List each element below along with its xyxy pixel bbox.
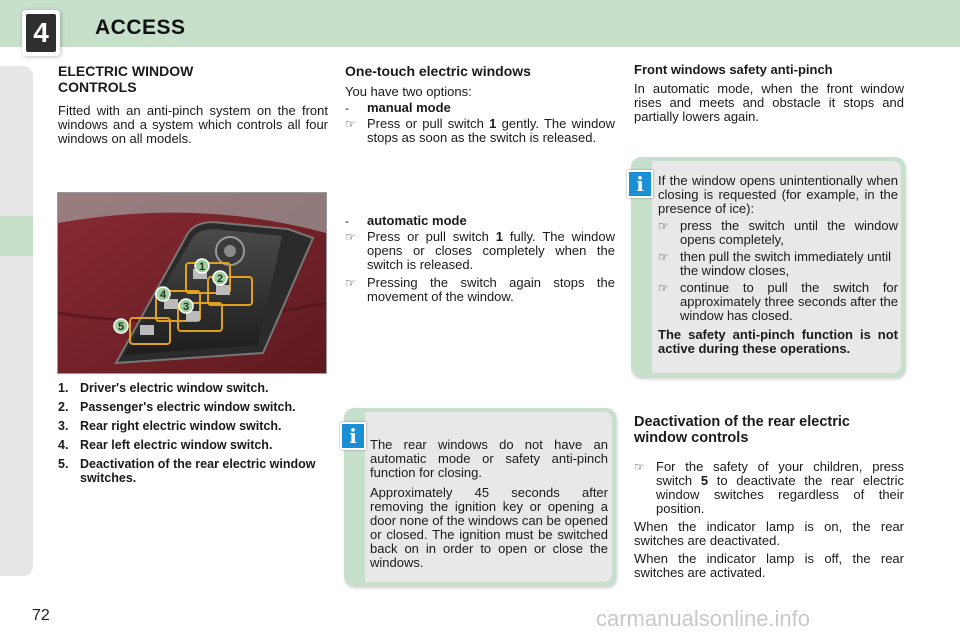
manual-mode-step: ☞ Press or pull switch 1 gently. The window stops as soon as the switch is released. — [345, 116, 615, 145]
ice-step-1: ☞ press the switch until the window opens completely, — [658, 218, 898, 247]
legend-item: 1. Driver's electric window switch. — [58, 381, 269, 395]
options-intro: You have two options: — [345, 84, 472, 99]
section-title-deactivation: Deactivation of the rear electric window controls — [634, 414, 850, 446]
anti-pinch-warning: The safety anti-pinch function is not active during these operations. — [658, 327, 898, 356]
anti-pinch-text: In automatic mode, when the front window rises and meets and obstacle it stops and partially lowers again. — [634, 81, 904, 124]
automatic-mode-heading: - automatic mode — [345, 213, 467, 228]
legend-item: 3. Rear right electric window switch. — [58, 419, 282, 433]
info-icon: i — [627, 170, 653, 198]
rear-windows-info-text: The rear windows do not have an automatic mode or safety anti-pinch function for closing. Approximately 45 seconds after removing the ignition key or opening a door none of the windows can be opened or closed. The ignition must be switched back on in order to open or close the windows. — [370, 437, 608, 570]
page-title: ACCESS — [95, 16, 186, 39]
photo-label-3: 3 — [182, 301, 190, 313]
ice-step-2: ☞ then pull the switch immediately until the window closes, — [658, 249, 891, 278]
right-column-top — [634, 63, 904, 124]
info-icon: i — [340, 422, 366, 450]
photo-label-2: 2 — [216, 273, 224, 285]
photo-label-4: 4 — [159, 289, 167, 301]
left-column — [58, 63, 328, 146]
deactivation-step: ☞ For the safety of your children, press switch 5 to deactivate the rear electric window switches regardless of their position. — [634, 459, 905, 516]
legend-item: 5. Deactivation of the rear electric window switches. — [58, 457, 316, 485]
indicator-off-text: When the indicator lamp is off, the rear switches are activated. — [634, 551, 904, 580]
photo-label-5: 5 — [117, 321, 125, 333]
anti-pinch-title: Front windows safety anti-pinch — [634, 62, 833, 77]
middle-column — [345, 63, 615, 145]
hand-pointer-icon: ☞ — [658, 250, 669, 264]
hand-pointer-icon: ☞ — [345, 117, 356, 131]
page-number: 72 — [32, 607, 50, 624]
ice-info-text: If the window opens unintentionally when closing is requested (for example, in the presence of ice): ☞ press the switch until the window opens completely, ☞ then pull the switch immediately until the window closes, ☞ continue to pull the switch for approximately three seconds after the window has closed. The safety anti-pinch function is not active during these operations. — [658, 173, 898, 356]
photo-label-1: 1 — [198, 261, 206, 273]
indicator-on-text: When the indicator lamp is on, the rear switches are deactivated. — [634, 519, 904, 548]
switch-legend — [58, 381, 328, 490]
hand-pointer-icon: ☞ — [345, 230, 356, 244]
manual-mode-heading: - manual mode — [345, 100, 451, 115]
watermark: carmanualsonline.info — [596, 606, 811, 631]
hand-pointer-icon: ☞ — [634, 460, 645, 474]
side-tab-strip — [0, 66, 33, 576]
section-title-electric-window: ELECTRIC WINDOW CONTROLS — [58, 63, 194, 95]
automatic-mode-step-1: ☞ Press or pull switch 1 fully. The window opens or closes completely when the switch is released. — [345, 229, 615, 272]
hand-pointer-icon: ☞ — [658, 219, 669, 233]
hand-pointer-icon: ☞ — [658, 281, 669, 295]
legend-item: 4. Rear left electric window switch. — [58, 438, 273, 452]
automatic-mode-step-2: ☞ Pressing the switch again stops the movement of the window. — [345, 275, 615, 304]
middle-auto-block — [345, 212, 615, 304]
section-title-one-touch: One-touch electric windows — [345, 63, 531, 79]
hand-pointer-icon: ☞ — [345, 276, 356, 290]
chapter-number: 4 — [26, 14, 56, 52]
right-column-bottom — [634, 414, 904, 580]
side-tab-active — [0, 216, 33, 256]
chapter-tab — [22, 10, 60, 56]
intro-text: Fitted with an anti-pinch system on the front windows and a system which controls all four windows on all models. — [58, 103, 328, 146]
ice-step-3: ☞ continue to pull the switch for approximately three seconds after the window has closed. — [658, 280, 898, 323]
legend-item: 2. Passenger's electric window switch. — [58, 400, 296, 414]
window-switch-photo — [57, 192, 327, 374]
